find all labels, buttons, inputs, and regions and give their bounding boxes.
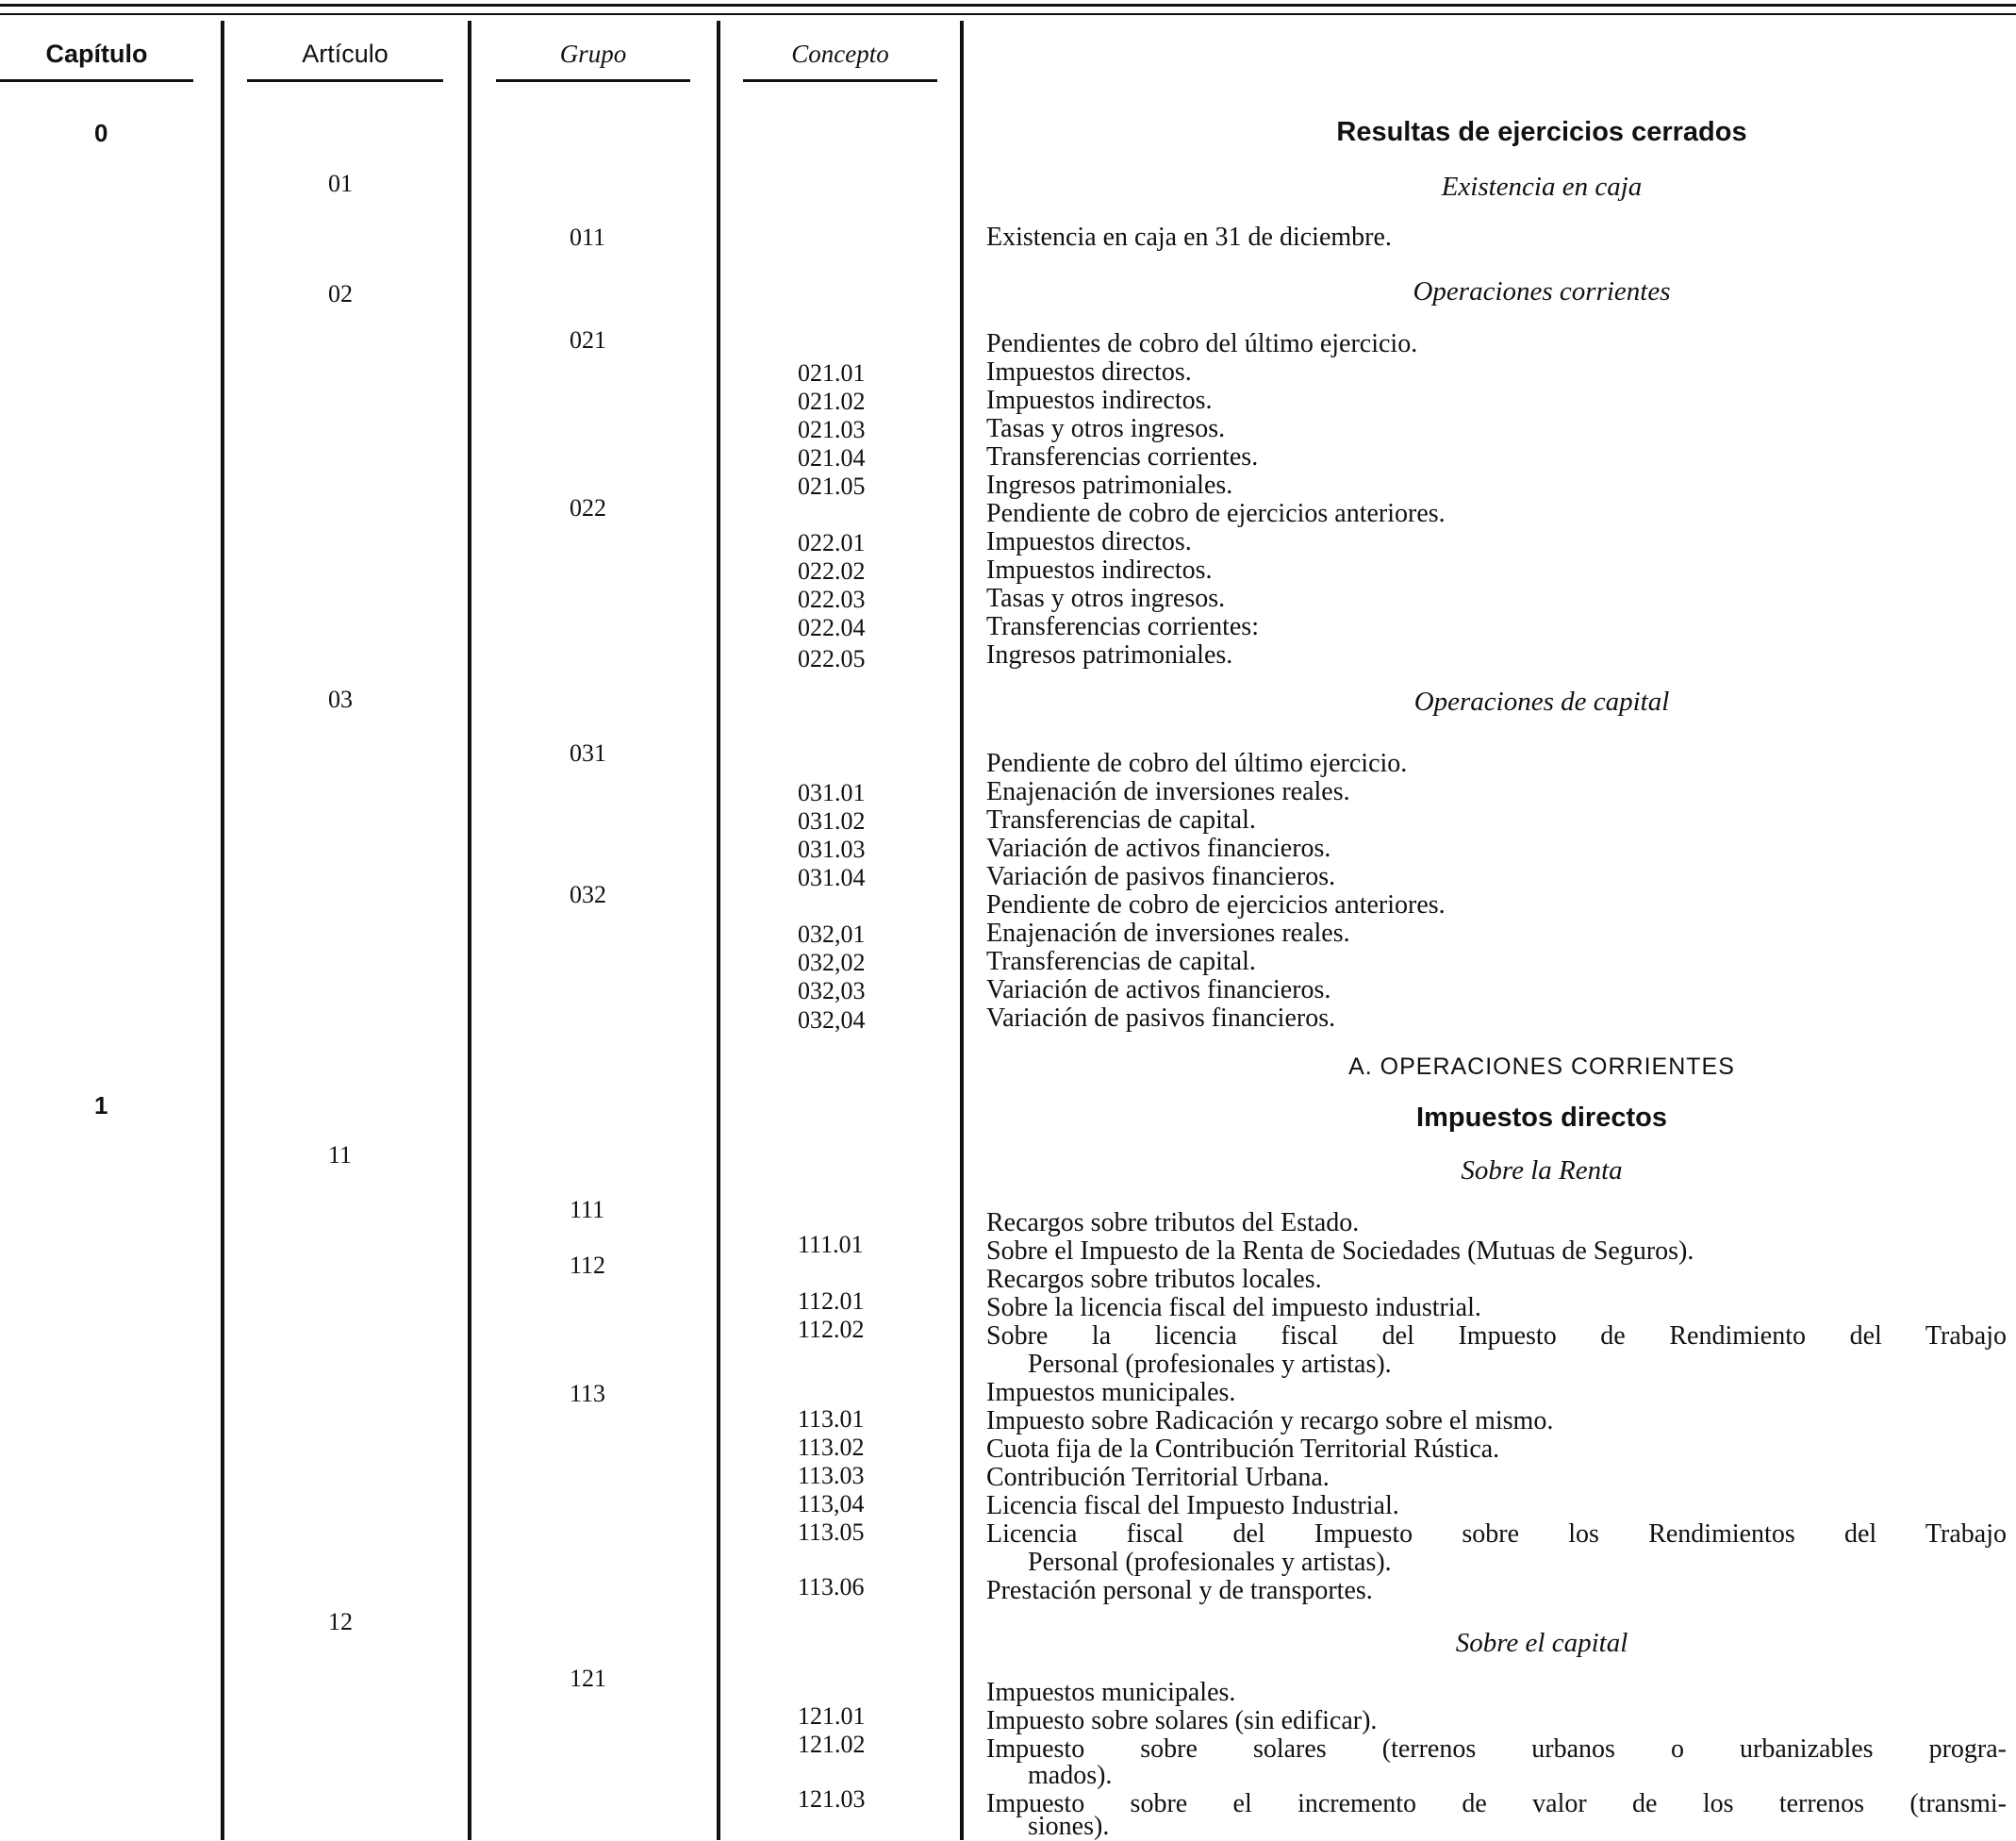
grupo-code: 113: [570, 1380, 606, 1407]
articulo-code: 01: [328, 170, 353, 197]
concepto-text: Ingresos patrimoniales.: [986, 471, 1233, 500]
concepto-code: 021.04: [798, 444, 866, 472]
concepto-text: Licencia fiscal del Impuesto sobre los Rendimientos del Trabajo: [986, 1519, 2007, 1549]
concepto-code: 113.06: [798, 1573, 865, 1601]
section-heading: Sobre el capital: [1455, 1628, 1628, 1658]
concepto-text: Impuesto sobre solares (terrenos urbanos o urbanizables progra-: [986, 1734, 2007, 1764]
concepto-text: Impuestos municipales.: [986, 1378, 1236, 1407]
concepto-text: Variación de activos financieros.: [986, 834, 1331, 863]
concepto-text: Pendientes de cobro del último ejercicio.: [986, 329, 1418, 358]
grupo-code: 031: [570, 739, 606, 767]
concepto-text-continuation: mados).: [1028, 1761, 1113, 1790]
concepto-text: Recargos sobre tributos del Estado.: [986, 1208, 1360, 1237]
concepto-code: 031.03: [798, 836, 866, 863]
concepto-text: Transferencias de capital.: [986, 805, 1256, 835]
top-rule-second: [0, 13, 2016, 15]
section-heading: Operaciones corrientes: [1413, 276, 1671, 307]
header-capitulo: Capítulo: [45, 40, 148, 68]
concepto-code: 113.01: [798, 1405, 865, 1433]
grupo-code: 021: [570, 326, 606, 354]
grupo-code: 111: [570, 1196, 605, 1223]
concepto-text: Enajenación de inversiones reales.: [986, 777, 1350, 806]
grupo-code: 011: [570, 224, 606, 251]
header-grupo: Grupo: [559, 40, 627, 68]
concepto-code: 022.03: [798, 586, 866, 613]
concepto-text: Sobre la licencia fiscal del impuesto industrial.: [986, 1293, 1481, 1322]
concepto-code: 022.04: [798, 614, 866, 641]
concepto-text: Variación de activos financieros.: [986, 975, 1331, 1004]
concepto-text: Sobre la licencia fiscal del Impuesto de Rendimiento del Trabajo: [986, 1321, 2007, 1351]
concepto-code: 113,04: [798, 1490, 865, 1518]
concepto-code: 032,01: [798, 920, 866, 948]
concepto-text: Licencia fiscal del Impuesto Industrial.: [986, 1491, 1399, 1520]
concepto-text: Tasas y otros ingresos.: [986, 584, 1226, 613]
concepto-text: Impuestos municipales.: [986, 1678, 1236, 1707]
grupo-code: 032: [570, 881, 606, 908]
section-heading: Impuestos directos: [1416, 1103, 1667, 1133]
top-rule: [0, 4, 2016, 7]
articulo-code: 02: [328, 280, 353, 307]
concepto-code: 021.03: [798, 416, 866, 443]
concepto-text: Prestación personal y de transportes.: [986, 1576, 1373, 1605]
concepto-text: Cuota fija de la Contribución Territorial Rústica.: [986, 1435, 1500, 1464]
concepto-text: Sobre el Impuesto de la Renta de Sociedades (Mutuas de Seguros).: [986, 1236, 1694, 1266]
concepto-text: Impuestos directos.: [986, 527, 1192, 556]
concepto-text: Impuestos directos.: [986, 357, 1192, 387]
grupo-code: 022: [570, 494, 606, 522]
section-heading: A. OPERACIONES CORRIENTES: [1348, 1053, 1735, 1080]
concepto-code: 113.03: [798, 1462, 865, 1489]
grupo-code: 121: [570, 1665, 606, 1692]
header-underline: [743, 79, 937, 82]
concepto-text: Transferencias corrientes:: [986, 612, 1259, 641]
concepto-text: Recargos sobre tributos locales.: [986, 1265, 1322, 1294]
concepto-code: 121.03: [798, 1785, 866, 1813]
section-heading: Existencia en caja: [1441, 172, 1643, 202]
concepto-text: Ingresos patrimoniales.: [986, 640, 1233, 670]
concepto-code: 121.02: [798, 1731, 866, 1758]
concepto-text: Pendiente de cobro de ejercicios anteriores.: [986, 890, 1446, 920]
concepto-text: Impuesto sobre el incremento de valor de los terrenos (transmi-: [986, 1789, 2007, 1818]
concepto-text: Impuestos indirectos.: [986, 556, 1213, 585]
concepto-code: 021.05: [798, 473, 866, 500]
grupo-code: 112: [570, 1252, 606, 1279]
concepto-text: Variación de pasivos financieros.: [986, 862, 1336, 891]
concepto-text: Existencia en caja en 31 de diciembre.: [986, 223, 1392, 252]
concepto-code: 021.01: [798, 359, 866, 387]
concepto-text: Transferencias corrientes.: [986, 442, 1259, 472]
concepto-text-continuation: Personal (profesionales y artistas).: [1028, 1350, 1392, 1379]
articulo-code: 03: [328, 686, 353, 713]
concepto-code: 022.01: [798, 529, 866, 556]
concepto-text: Contribución Territorial Urbana.: [986, 1463, 1330, 1492]
articulo-code: 12: [328, 1608, 353, 1635]
concepto-code: 113.02: [798, 1434, 865, 1461]
concepto-code: 032,04: [798, 1006, 866, 1034]
concepto-text: Impuesto sobre Radicación y recargo sobre el mismo.: [986, 1406, 1554, 1435]
column-divider: [468, 21, 471, 1840]
concepto-text: Pendiente de cobro de ejercicios anteriores.: [986, 499, 1446, 528]
section-heading: Operaciones de capital: [1413, 687, 1670, 717]
concepto-code: 121.01: [798, 1702, 866, 1730]
section-heading: Sobre la Renta: [1461, 1155, 1623, 1186]
concepto-code: 031.01: [798, 779, 866, 806]
articulo-code: 11: [328, 1141, 353, 1169]
section-heading: Resultas de ejercicios cerrados: [1336, 117, 1747, 147]
column-divider: [717, 21, 720, 1840]
header-underline: [247, 79, 443, 82]
concepto-text: Enajenación de inversiones reales.: [986, 919, 1350, 948]
concepto-text: Pendiente de cobro del último ejercicio.: [986, 749, 1408, 778]
concepto-code: 113.05: [798, 1518, 865, 1546]
concepto-code: 112.02: [798, 1316, 865, 1343]
concepto-code: 111.01: [798, 1231, 864, 1258]
concepto-text-continuation: siones).: [1028, 1812, 1110, 1841]
header-underline: [0, 79, 193, 82]
concepto-code: 022.05: [798, 645, 866, 672]
concepto-code: 031.02: [798, 807, 866, 835]
concepto-text: Tasas y otros ingresos.: [986, 414, 1226, 443]
concepto-text: Impuestos indirectos.: [986, 386, 1213, 415]
concepto-code: 021.02: [798, 388, 866, 415]
capitulo-code: 0: [94, 119, 108, 147]
concepto-text-continuation: Personal (profesionales y artistas).: [1028, 1548, 1392, 1577]
header-articulo: Artículo: [302, 40, 388, 68]
header-underline: [496, 79, 690, 82]
header-concepto: Concepto: [791, 40, 889, 68]
concepto-code: 031.04: [798, 864, 866, 891]
concepto-code: 032,03: [798, 977, 866, 1004]
concepto-code: 112.01: [798, 1287, 865, 1315]
concepto-text: Impuesto sobre solares (sin edificar).: [986, 1706, 1378, 1735]
concepto-code: 032,02: [798, 949, 866, 976]
concepto-text: Transferencias de capital.: [986, 947, 1256, 976]
concepto-text: Variación de pasivos financieros.: [986, 1003, 1336, 1033]
capitulo-code: 1: [94, 1091, 108, 1120]
concepto-code: 022.02: [798, 557, 866, 585]
column-divider: [221, 21, 224, 1840]
